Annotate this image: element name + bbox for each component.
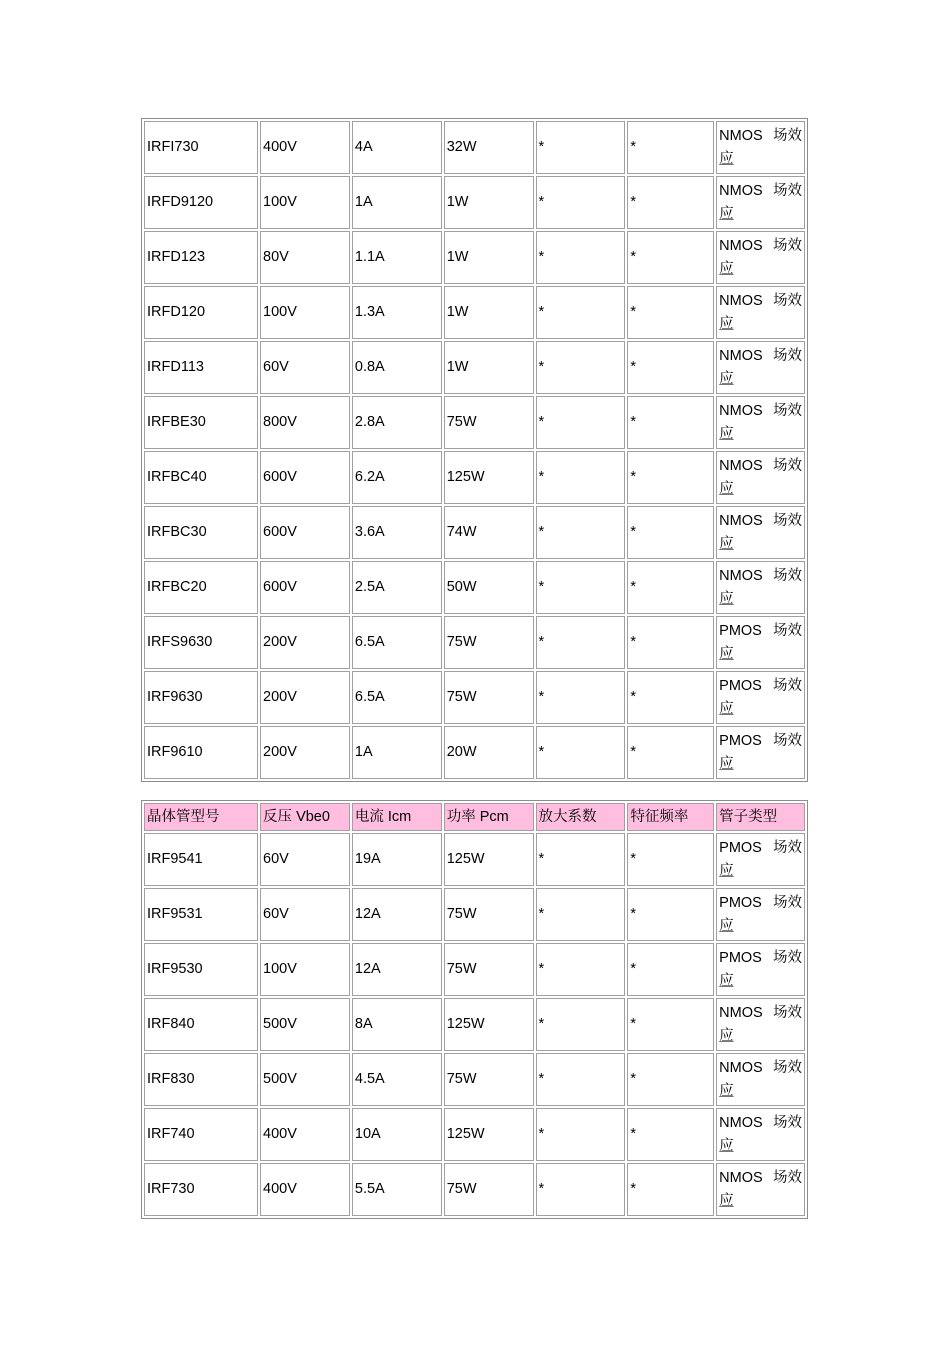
type-polarity: NMOS	[719, 347, 763, 364]
cell-model: IRFS9630	[144, 616, 258, 669]
cell-vbe0: 600V	[260, 451, 350, 504]
table-row	[144, 396, 805, 449]
table-row	[144, 121, 805, 174]
cell-type	[716, 341, 805, 394]
type-tail: 应	[719, 1192, 734, 1209]
type-kind: 场效	[773, 1059, 802, 1076]
type-polarity: NMOS	[719, 182, 763, 199]
cell-model: IRF9541	[144, 833, 258, 886]
cell-type	[716, 561, 805, 614]
cell-freq: *	[627, 888, 714, 941]
cell-model: IRF9530	[144, 943, 258, 996]
type-kind: 场效	[773, 1004, 802, 1021]
type-tail: 应	[719, 480, 734, 497]
cell-icm: 8A	[352, 998, 442, 1051]
table-header-row	[144, 803, 805, 831]
cell-pcm: 1W	[444, 231, 534, 284]
table-row	[144, 1053, 805, 1106]
cell-vbe0: 800V	[260, 396, 350, 449]
table-row	[144, 833, 805, 886]
table-row	[144, 506, 805, 559]
type-kind: 场效	[773, 732, 802, 749]
cell-vbe0: 600V	[260, 506, 350, 559]
cell-freq: *	[627, 451, 714, 504]
type-polarity: NMOS	[719, 1004, 763, 1021]
cell-icm: 12A	[352, 943, 442, 996]
cell-pcm: 125W	[444, 833, 534, 886]
cell-freq: *	[627, 231, 714, 284]
type-kind: 场效	[773, 1169, 802, 1186]
cell-type	[716, 451, 805, 504]
table-row	[144, 616, 805, 669]
cell-freq: *	[627, 176, 714, 229]
cell-model: IRFBC30	[144, 506, 258, 559]
type-kind: 场效	[773, 949, 802, 966]
cell-gain: *	[536, 726, 626, 779]
type-polarity: NMOS	[719, 127, 763, 144]
type-tail: 应	[719, 700, 734, 717]
type-tail: 应	[719, 315, 734, 332]
cell-gain: *	[536, 506, 626, 559]
cell-pcm: 1W	[444, 341, 534, 394]
cell-gain: *	[536, 943, 626, 996]
type-tail: 应	[719, 150, 734, 167]
cell-freq: *	[627, 286, 714, 339]
table-row	[144, 176, 805, 229]
cell-gain: *	[536, 176, 626, 229]
type-tail: 应	[719, 260, 734, 277]
cell-gain: *	[536, 833, 626, 886]
cell-freq: *	[627, 1108, 714, 1161]
cell-freq: *	[627, 998, 714, 1051]
type-kind: 场效	[773, 292, 802, 309]
cell-freq: *	[627, 121, 714, 174]
cell-vbe0: 400V	[260, 1163, 350, 1216]
cell-model: IRF730	[144, 1163, 258, 1216]
cell-vbe0: 100V	[260, 286, 350, 339]
table-body	[144, 833, 805, 1216]
type-polarity: NMOS	[719, 292, 763, 309]
cell-gain: *	[536, 286, 626, 339]
type-tail: 应	[719, 1137, 734, 1154]
cell-vbe0: 60V	[260, 888, 350, 941]
type-polarity: PMOS	[719, 839, 762, 856]
type-tail: 应	[719, 755, 734, 772]
cell-icm: 10A	[352, 1108, 442, 1161]
cell-pcm: 75W	[444, 888, 534, 941]
cell-icm: 19A	[352, 833, 442, 886]
cell-gain: *	[536, 1053, 626, 1106]
type-kind: 场效	[773, 677, 802, 694]
header-gain: 放大系数	[536, 803, 626, 831]
header-pcm: 功率 Pcm	[444, 803, 534, 831]
cell-freq: *	[627, 1053, 714, 1106]
cell-gain: *	[536, 396, 626, 449]
cell-icm: 3.6A	[352, 506, 442, 559]
cell-model: IRFD9120	[144, 176, 258, 229]
type-polarity: PMOS	[719, 949, 762, 966]
type-kind: 场效	[773, 127, 802, 144]
cell-freq: *	[627, 943, 714, 996]
cell-vbe0: 600V	[260, 561, 350, 614]
type-polarity: NMOS	[719, 1059, 763, 1076]
table-row	[144, 1108, 805, 1161]
cell-vbe0: 500V	[260, 1053, 350, 1106]
cell-icm: 12A	[352, 888, 442, 941]
cell-pcm: 32W	[444, 121, 534, 174]
cell-icm: 1.1A	[352, 231, 442, 284]
cell-gain: *	[536, 888, 626, 941]
cell-type	[716, 231, 805, 284]
cell-vbe0: 60V	[260, 341, 350, 394]
cell-type	[716, 833, 805, 886]
type-polarity: NMOS	[719, 237, 763, 254]
type-polarity: NMOS	[719, 1169, 763, 1186]
cell-model: IRF9531	[144, 888, 258, 941]
cell-pcm: 125W	[444, 1108, 534, 1161]
cell-model: IRF830	[144, 1053, 258, 1106]
cell-type	[716, 888, 805, 941]
table-row	[144, 998, 805, 1051]
cell-icm: 1.3A	[352, 286, 442, 339]
cell-model: IRF840	[144, 998, 258, 1051]
type-polarity: NMOS	[719, 567, 763, 584]
type-polarity: NMOS	[719, 512, 763, 529]
cell-vbe0: 200V	[260, 616, 350, 669]
cell-vbe0: 500V	[260, 998, 350, 1051]
type-polarity: NMOS	[719, 457, 763, 474]
cell-freq: *	[627, 341, 714, 394]
type-tail: 应	[719, 1027, 734, 1044]
type-polarity: PMOS	[719, 894, 762, 911]
type-kind: 场效	[773, 1114, 802, 1131]
cell-icm: 5.5A	[352, 1163, 442, 1216]
cell-type	[716, 1108, 805, 1161]
type-tail: 应	[719, 862, 734, 879]
cell-type	[716, 671, 805, 724]
cell-model: IRFBC20	[144, 561, 258, 614]
cell-pcm: 1W	[444, 286, 534, 339]
cell-icm: 1A	[352, 176, 442, 229]
cell-type	[716, 121, 805, 174]
cell-type	[716, 176, 805, 229]
type-tail: 应	[719, 425, 734, 442]
cell-vbe0: 200V	[260, 726, 350, 779]
header-model: 晶体管型号	[144, 803, 258, 831]
transistor-table-2	[141, 800, 808, 1219]
cell-icm: 1A	[352, 726, 442, 779]
cell-gain: *	[536, 671, 626, 724]
type-tail: 应	[719, 972, 734, 989]
cell-model: IRFI730	[144, 121, 258, 174]
type-polarity: NMOS	[719, 1114, 763, 1131]
type-tail: 应	[719, 917, 734, 934]
type-tail: 应	[719, 370, 734, 387]
type-kind: 场效	[773, 512, 802, 529]
table-row	[144, 888, 805, 941]
cell-icm: 0.8A	[352, 341, 442, 394]
cell-gain: *	[536, 561, 626, 614]
cell-icm: 2.5A	[352, 561, 442, 614]
cell-type	[716, 506, 805, 559]
cell-freq: *	[627, 506, 714, 559]
cell-icm: 6.2A	[352, 451, 442, 504]
table-body	[144, 121, 805, 779]
cell-pcm: 50W	[444, 561, 534, 614]
cell-vbe0: 80V	[260, 231, 350, 284]
type-tail: 应	[719, 590, 734, 607]
type-tail: 应	[719, 1082, 734, 1099]
cell-type	[716, 1163, 805, 1216]
type-kind: 场效	[773, 347, 802, 364]
cell-vbe0: 400V	[260, 121, 350, 174]
table-row	[144, 451, 805, 504]
cell-gain: *	[536, 231, 626, 284]
type-polarity: PMOS	[719, 622, 762, 639]
type-kind: 场效	[773, 402, 802, 419]
cell-gain: *	[536, 451, 626, 504]
cell-pcm: 1W	[444, 176, 534, 229]
type-kind: 场效	[773, 839, 802, 856]
header-vbe0: 反压 Vbe0	[260, 803, 350, 831]
cell-pcm: 74W	[444, 506, 534, 559]
type-tail: 应	[719, 645, 734, 662]
transistor-table-1	[141, 118, 808, 782]
cell-pcm: 75W	[444, 1053, 534, 1106]
cell-model: IRFD113	[144, 341, 258, 394]
cell-type	[716, 396, 805, 449]
type-kind: 场效	[773, 237, 802, 254]
type-polarity: PMOS	[719, 732, 762, 749]
type-polarity: PMOS	[719, 677, 762, 694]
table-row	[144, 341, 805, 394]
cell-pcm: 75W	[444, 396, 534, 449]
table-row	[144, 231, 805, 284]
cell-pcm: 20W	[444, 726, 534, 779]
table-row	[144, 561, 805, 614]
cell-icm: 6.5A	[352, 671, 442, 724]
cell-type	[716, 286, 805, 339]
cell-pcm: 125W	[444, 451, 534, 504]
cell-vbe0: 100V	[260, 176, 350, 229]
cell-gain: *	[536, 341, 626, 394]
table-row	[144, 1163, 805, 1216]
cell-icm: 6.5A	[352, 616, 442, 669]
cell-gain: *	[536, 121, 626, 174]
cell-freq: *	[627, 561, 714, 614]
cell-pcm: 75W	[444, 671, 534, 724]
cell-vbe0: 60V	[260, 833, 350, 886]
cell-vbe0: 400V	[260, 1108, 350, 1161]
cell-freq: *	[627, 726, 714, 779]
cell-freq: *	[627, 1163, 714, 1216]
cell-icm: 2.8A	[352, 396, 442, 449]
header-icm: 电流 Icm	[352, 803, 442, 831]
table-row	[144, 726, 805, 779]
cell-model: IRFBE30	[144, 396, 258, 449]
table-row	[144, 671, 805, 724]
type-kind: 场效	[773, 457, 802, 474]
type-kind: 场效	[773, 567, 802, 584]
cell-type	[716, 726, 805, 779]
cell-pcm: 75W	[444, 1163, 534, 1216]
header-type: 管子类型	[716, 803, 805, 831]
cell-vbe0: 100V	[260, 943, 350, 996]
cell-gain: *	[536, 1163, 626, 1216]
cell-model: IRF9630	[144, 671, 258, 724]
cell-type	[716, 1053, 805, 1106]
cell-vbe0: 200V	[260, 671, 350, 724]
cell-gain: *	[536, 616, 626, 669]
cell-icm: 4A	[352, 121, 442, 174]
type-kind: 场效	[773, 182, 802, 199]
cell-gain: *	[536, 998, 626, 1051]
cell-model: IRFD123	[144, 231, 258, 284]
table-row	[144, 286, 805, 339]
type-kind: 场效	[773, 622, 802, 639]
cell-model: IRFBC40	[144, 451, 258, 504]
type-polarity: NMOS	[719, 402, 763, 419]
cell-freq: *	[627, 616, 714, 669]
type-tail: 应	[719, 205, 734, 222]
type-kind: 场效	[773, 894, 802, 911]
cell-icm: 4.5A	[352, 1053, 442, 1106]
cell-pcm: 75W	[444, 616, 534, 669]
cell-type	[716, 943, 805, 996]
header-freq: 特征频率	[627, 803, 714, 831]
cell-model: IRF740	[144, 1108, 258, 1161]
cell-model: IRFD120	[144, 286, 258, 339]
cell-pcm: 75W	[444, 943, 534, 996]
cell-type	[716, 616, 805, 669]
cell-pcm: 125W	[444, 998, 534, 1051]
table-row	[144, 943, 805, 996]
cell-freq: *	[627, 396, 714, 449]
cell-gain: *	[536, 1108, 626, 1161]
cell-model: IRF9610	[144, 726, 258, 779]
cell-freq: *	[627, 671, 714, 724]
cell-freq: *	[627, 833, 714, 886]
type-tail: 应	[719, 535, 734, 552]
cell-type	[716, 998, 805, 1051]
